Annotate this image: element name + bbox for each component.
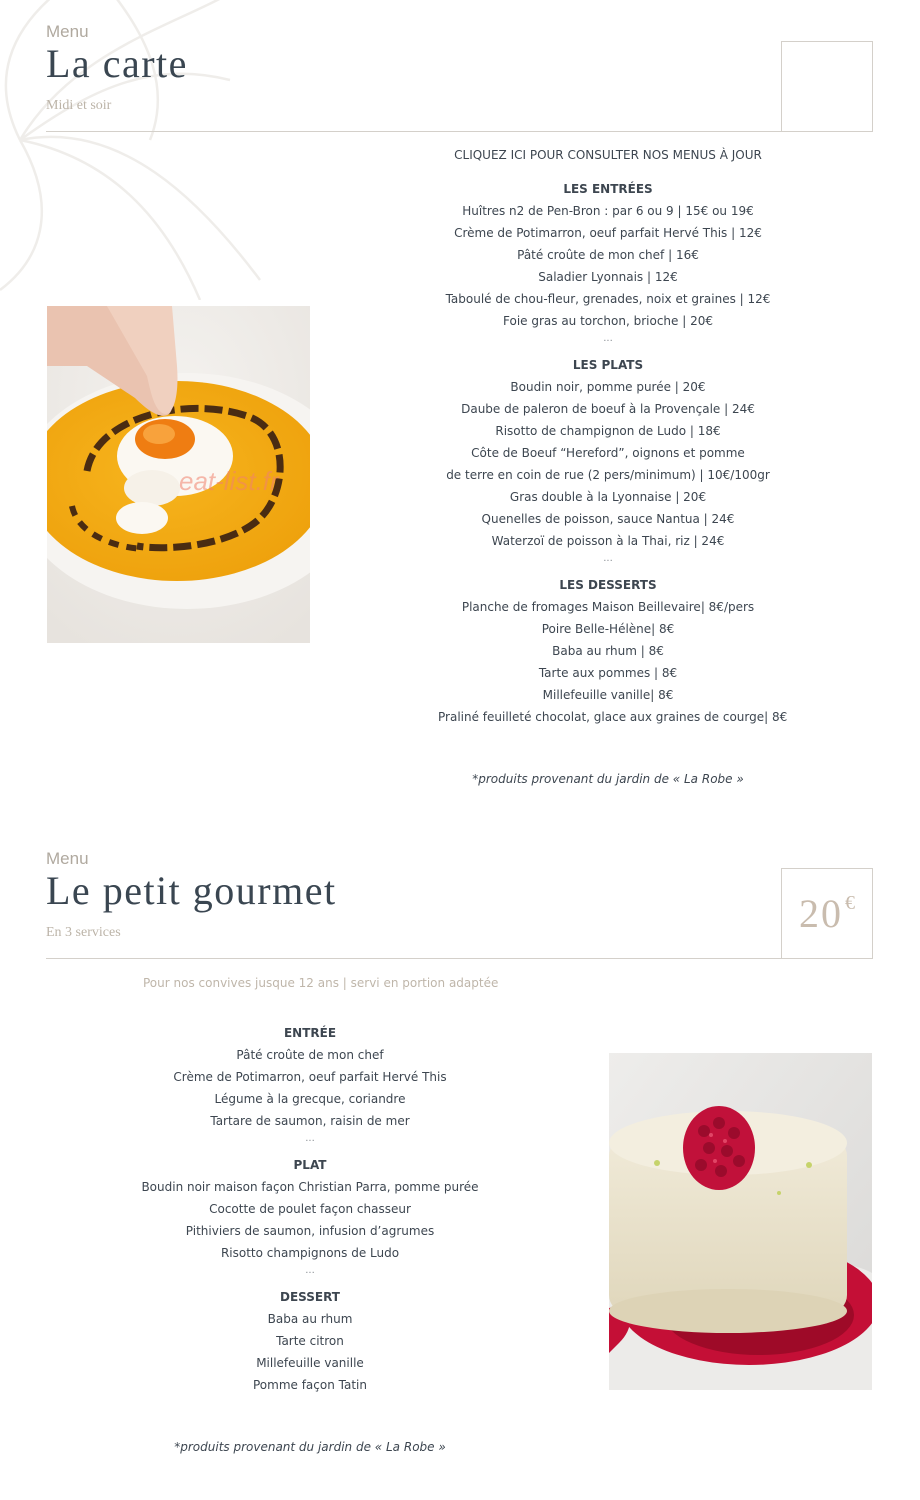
- gourmet-section-heading: ENTRÉE: [283, 1026, 337, 1040]
- carte-item: Pâté croûte de mon chef | 16€: [517, 248, 699, 262]
- gourmet-item: Crème de Potimarron, oeuf parfait Hervé This: [173, 1070, 447, 1084]
- carte-separator: ...: [603, 333, 613, 344]
- carte-footnote: *produits provenant du jardin de « La Robe »: [472, 772, 744, 786]
- carte-item: Saladier Lyonnais | 12€: [538, 270, 678, 284]
- soup-photo: [47, 306, 310, 643]
- gourmet-item: Pâté croûte de mon chef: [236, 1048, 384, 1062]
- gourmet-section-heading: DESSERT: [280, 1290, 340, 1304]
- carte-subtitle: Midi et soir: [46, 98, 112, 113]
- carte-item: Planche de fromages Maison Beillevaire| 8€/pers: [461, 600, 755, 614]
- gourmet-item: Tarte citron: [276, 1334, 344, 1348]
- gourmet-divider: [46, 958, 873, 959]
- carte-section-heading: LES DESSERTS: [559, 578, 657, 592]
- gourmet-section-heading: PLAT: [293, 1158, 327, 1172]
- gourmet-item: Boudin noir maison façon Christian Parra, pomme purée: [141, 1180, 479, 1194]
- carte-item: Boudin noir, pomme purée | 20€: [510, 380, 706, 394]
- carte-item: Millefeuille vanille| 8€: [542, 688, 674, 702]
- gourmet-item: Pithiviers de saumon, infusion d’agrumes: [185, 1224, 435, 1238]
- carte-item: de terre en coin de rue (2 pers/minimum) | 10€/100gr: [446, 468, 770, 482]
- carte-item: Taboulé de chou-fleur, grenades, noix et graines | 12€: [445, 292, 771, 306]
- carte-item: Quenelles de poisson, sauce Nantua | 24€: [481, 512, 735, 526]
- carte-item: Huîtres n2 de Pen-Bron : par 6 ou 9 | 15€ ou 19€: [462, 204, 754, 218]
- gourmet-item: Tartare de saumon, raisin de mer: [210, 1114, 410, 1128]
- watermark-text: eat-list.fr: [179, 466, 279, 496]
- carte-item: Gras double à la Lyonnaise | 20€: [509, 490, 707, 504]
- carte-item: Waterzoï de poisson à la Thai, riz | 24€: [491, 534, 725, 548]
- gourmet-kids-note: Pour nos convives jusque 12 ans | servi en portion adaptée: [143, 976, 499, 990]
- dessert-photo: [609, 1053, 872, 1390]
- gourmet-footnote: *produits provenant du jardin de « La Robe »: [174, 1440, 446, 1454]
- gourmet-price-box: [781, 868, 873, 959]
- carte-item: Poire Belle-Hélène| 8€: [541, 622, 675, 636]
- carte-title: La carte: [46, 41, 188, 86]
- carte-item: Praliné feuilleté chocolat, glace aux graines de courge| 8€: [438, 710, 788, 724]
- gourmet-item: Baba au rhum: [267, 1312, 353, 1326]
- gourmet-item: Pomme façon Tatin: [252, 1378, 367, 1392]
- gourmet-item: Légume à la grecque, coriandre: [214, 1092, 406, 1106]
- carte-separator: ...: [603, 553, 613, 564]
- carte-item: Crème de Potimarron, oeuf parfait Hervé This | 12€: [454, 226, 762, 240]
- carte-item: Daube de paleron de boeuf à la Provençale | 24€: [461, 402, 755, 416]
- carte-item: Baba au rhum | 8€: [552, 644, 664, 658]
- gourmet-item: Risotto champignons de Ludo: [220, 1246, 400, 1260]
- gourmet-item: Cocotte de poulet façon chasseur: [209, 1202, 411, 1216]
- gourmet-price: 20: [799, 891, 843, 936]
- dessert-illustration: [609, 1053, 872, 1390]
- gourmet-item: Millefeuille vanille: [256, 1356, 364, 1370]
- carte-item: Côte de Boeuf “Hereford”, oignons et pomme: [471, 446, 745, 460]
- gourmet-subtitle: En 3 services: [46, 925, 121, 940]
- carte-price-box: [781, 41, 873, 132]
- gourmet-kicker: Menu: [46, 849, 89, 868]
- carte-item: Foie gras au torchon, brioche | 20€: [503, 314, 713, 328]
- gourmet-currency: €: [845, 892, 855, 914]
- carte-item: Tarte aux pommes | 8€: [538, 666, 678, 680]
- carte-section-heading: LES ENTRÉES: [563, 182, 653, 196]
- carte-kicker: Menu: [46, 22, 89, 41]
- gourmet-separator: ...: [305, 1133, 315, 1144]
- carte-section-heading: LES PLATS: [572, 358, 644, 372]
- gourmet-title: Le petit gourmet: [46, 868, 337, 913]
- carte-divider: [46, 131, 873, 132]
- gourmet-separator: ...: [305, 1265, 315, 1276]
- menus-link[interactable]: CLIQUEZ ICI POUR CONSULTER NOS MENUS À JOUR: [454, 148, 762, 162]
- gourmet-menu: [110, 1022, 510, 1396]
- carte-item: Risotto de champignon de Ludo | 18€: [495, 424, 721, 438]
- carte-menu: [438, 178, 788, 728]
